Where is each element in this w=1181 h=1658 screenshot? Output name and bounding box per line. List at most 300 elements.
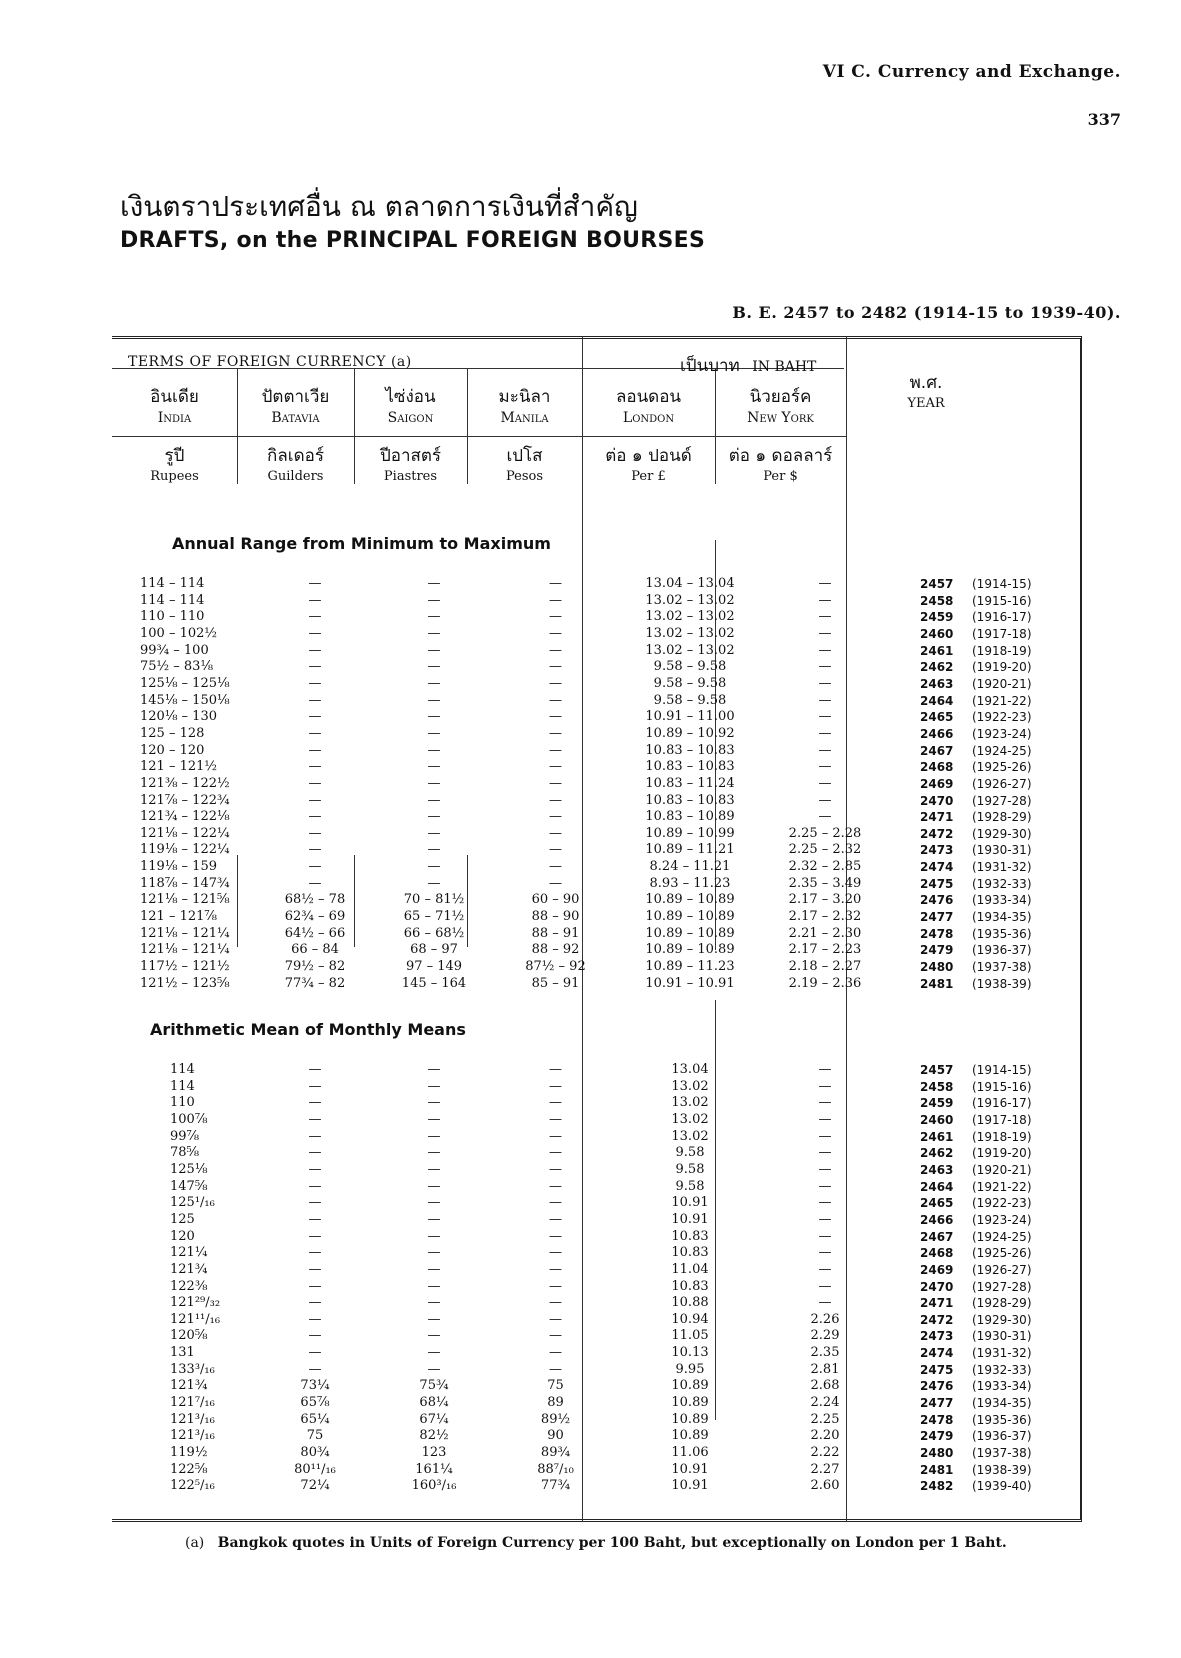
london-value: 10.89 – 11.23: [645, 959, 735, 974]
table-row: [0, 959, 1181, 975]
year-ce: (1937-38): [972, 960, 1032, 974]
manila-value: 89½: [540, 1411, 571, 1427]
year-ce: (1937-38): [972, 1446, 1032, 1460]
saigon-value: —: [427, 675, 441, 691]
year-be: 2481: [920, 976, 954, 991]
newyork-value: —: [818, 1095, 832, 1111]
year-header-thai: พ.ศ.: [909, 373, 943, 393]
saigon-value: —: [427, 1095, 441, 1111]
batavia-value: 68½ – 78: [284, 892, 346, 908]
india-value: 121½ – 123⅝: [140, 975, 230, 991]
table-row: [0, 1445, 1181, 1461]
london-value: 9.58 – 9.58: [653, 692, 727, 708]
saigon-value: —: [427, 1128, 441, 1144]
india-value: 121¾: [170, 1261, 208, 1277]
year-ce: (1925-26): [972, 1246, 1032, 1261]
table-row: [0, 593, 1181, 609]
year-be: 2473: [920, 843, 954, 858]
india-value: 114: [170, 1062, 195, 1077]
manila-value: 75: [547, 1378, 564, 1394]
year-ce: (1922-23): [972, 710, 1032, 725]
batavia-value: 77¾ – 82: [284, 975, 346, 991]
batavia-value: 64½ – 66: [284, 925, 346, 941]
year-be: 2463: [920, 1162, 954, 1177]
table-row: [0, 926, 1181, 942]
col-manila-header: มะนิลา Manila: [498, 387, 551, 426]
london-value: 10.83 – 11.24: [645, 775, 735, 791]
manila-value: —: [549, 775, 562, 791]
london-value: 13.02 – 13.02: [645, 626, 735, 641]
batavia-value: 65⅞: [300, 1395, 330, 1410]
year-ce: (1925-26): [972, 760, 1032, 775]
year-be: 2473: [920, 1329, 954, 1344]
india-value: 121²⁹/₃₂: [170, 1295, 221, 1311]
section-header: VI C. Currency and Exchange.: [822, 62, 1121, 82]
newyork-value: 2.21 – 2.30: [788, 925, 862, 941]
manila-value: —: [549, 675, 562, 691]
batavia-value: —: [308, 659, 322, 675]
saigon-value: 160³/₁₆: [411, 1478, 457, 1494]
year-ce: (1929-30): [972, 826, 1032, 841]
year-be: 2470: [920, 1279, 954, 1294]
year-ce: (1917-18): [972, 1113, 1032, 1127]
footnote-text: Bangkok quotes in Units of Foreign Currency per 100 Baht, but exceptionally on London per 1 Baht.: [217, 1535, 1007, 1551]
year-be: 2465: [920, 710, 954, 725]
year-be: 2471: [920, 1296, 954, 1311]
table-row: [0, 826, 1181, 842]
saigon-value: —: [427, 1261, 441, 1277]
saigon-value: —: [427, 1178, 441, 1194]
newyork-value: 2.25 – 2.28: [788, 825, 862, 841]
footnote-mark: (a): [185, 1535, 205, 1551]
year-ce: (1926-27): [972, 1262, 1032, 1277]
table-row: [0, 1478, 1181, 1494]
year-be: 2465: [920, 1196, 954, 1211]
india-value: 118⅞ – 147¾: [140, 875, 230, 891]
year-ce: (1935-36): [972, 1412, 1032, 1427]
year-ce: (1930-31): [972, 1329, 1032, 1344]
year-ce: (1932-33): [972, 876, 1032, 891]
manila-value: —: [549, 1295, 562, 1311]
table-row: [0, 1378, 1181, 1394]
table-row: [0, 1179, 1181, 1195]
batavia-value: —: [308, 1145, 322, 1161]
manila-value: 88 – 90: [531, 909, 580, 924]
unit-london: ต่อ ๑ ปอนด์ Per £: [605, 446, 692, 484]
london-value: 10.83: [671, 1245, 709, 1261]
saigon-value: —: [427, 626, 441, 641]
india-value: 125 – 128: [140, 725, 205, 741]
table-row: [0, 842, 1181, 858]
year-ce: (1923-24): [972, 726, 1032, 741]
col-batavia-header: ปัตตาเวีย Batavia: [261, 387, 330, 426]
batavia-value: —: [308, 1345, 322, 1360]
batavia-value: 65¼: [300, 1411, 330, 1427]
saigon-value: —: [427, 709, 441, 725]
saigon-value: —: [427, 825, 441, 841]
manila-value: —: [549, 1228, 562, 1244]
london-value: 9.58: [675, 1161, 705, 1177]
london-value: 11.06: [671, 1445, 709, 1460]
batavia-value: —: [308, 1295, 322, 1311]
india-value: 120 – 120: [140, 742, 205, 758]
saigon-value: —: [427, 775, 441, 791]
table-row: [0, 1095, 1181, 1111]
saigon-value: 82½: [419, 1428, 449, 1444]
london-value: 10.89 – 10.99: [645, 825, 735, 841]
year-ce: (1915-16): [972, 1079, 1032, 1094]
saigon-value: —: [427, 1361, 441, 1377]
manila-value: —: [549, 1361, 562, 1377]
london-value: 10.13: [671, 1345, 709, 1360]
london-value: 10.83: [671, 1278, 709, 1294]
india-value: 125: [170, 1211, 195, 1227]
manila-value: —: [549, 1095, 562, 1111]
unit-batavia: กิลเดอร์ Guilders: [267, 446, 324, 484]
india-value: 100 – 102½: [140, 626, 217, 641]
newyork-value: —: [818, 1278, 832, 1294]
table-row: [0, 1145, 1181, 1161]
india-value: 121 – 121⅞: [140, 909, 217, 924]
saigon-value: —: [427, 576, 441, 591]
saigon-value: 66 – 68½: [403, 925, 465, 941]
saigon-value: —: [427, 1062, 441, 1077]
page-number: 337: [1087, 110, 1121, 129]
manila-value: —: [549, 842, 562, 858]
table-row: [0, 626, 1181, 642]
london-value: 8.93 – 11.23: [649, 875, 731, 891]
year-ce: (1929-30): [972, 1312, 1032, 1327]
newyork-value: —: [818, 626, 832, 641]
batavia-value: 79½ – 82: [284, 959, 346, 974]
year-be: 2464: [920, 693, 954, 708]
india-value: 121⅜ – 122½: [140, 775, 230, 791]
table-row: [0, 1328, 1181, 1344]
saigon-value: 161¼: [415, 1461, 453, 1477]
london-value: 13.04: [671, 1062, 709, 1077]
saigon-value: —: [427, 1245, 441, 1261]
manila-value: —: [549, 759, 562, 775]
year-ce: (1920-21): [972, 1162, 1032, 1177]
saigon-value: —: [427, 1078, 441, 1094]
saigon-value: —: [427, 1295, 441, 1311]
table-row: [0, 1428, 1181, 1444]
batavia-value: —: [308, 642, 322, 658]
newyork-value: 2.35 – 3.49: [788, 875, 862, 891]
india-value: 145⅛ – 150⅛: [140, 692, 230, 708]
year-be: 2479: [920, 1429, 954, 1444]
year-be: 2460: [920, 1113, 954, 1127]
year-be: 2482: [920, 1479, 954, 1494]
table-row: [0, 743, 1181, 759]
london-value: 10.83: [671, 1228, 709, 1244]
year-be: 2481: [920, 1462, 954, 1477]
year-ce: (1938-39): [972, 1462, 1032, 1477]
saigon-value: —: [427, 1228, 441, 1244]
india-value: 119⅛ – 159: [140, 859, 217, 874]
table-row: [0, 1362, 1181, 1378]
batavia-value: —: [308, 842, 322, 858]
india-value: 121³/₁₆: [170, 1411, 215, 1427]
table-row: [0, 726, 1181, 742]
year-ce: (1936-37): [972, 943, 1032, 958]
london-value: 9.58: [675, 1178, 705, 1194]
year-ce: (1934-35): [972, 1396, 1032, 1410]
batavia-value: —: [308, 1095, 322, 1111]
india-value: 133³/₁₆: [170, 1361, 215, 1377]
london-value: 11.04: [671, 1261, 709, 1277]
table-row: [0, 776, 1181, 792]
year-be: 2458: [920, 1079, 954, 1094]
year-be: 2466: [920, 1212, 954, 1227]
saigon-value: —: [427, 1311, 441, 1327]
saigon-value: —: [427, 609, 441, 625]
batavia-value: —: [308, 875, 322, 891]
saigon-value: —: [427, 1112, 441, 1127]
manila-value: 89: [547, 1395, 564, 1410]
saigon-value: —: [427, 875, 441, 891]
footnote: [185, 1535, 1007, 1551]
year-ce: (1919-20): [972, 660, 1032, 675]
table-row: [0, 1295, 1181, 1311]
newyork-value: —: [818, 709, 832, 725]
year-be: 2474: [920, 1346, 954, 1360]
manila-value: 88 – 92: [531, 942, 580, 958]
year-ce: (1914-15): [972, 1063, 1032, 1077]
newyork-value: 2.25 – 2.32: [788, 842, 862, 858]
india-value: 120⅝: [170, 1328, 208, 1344]
manila-value: —: [549, 1161, 562, 1177]
year-ce: (1931-32): [972, 860, 1032, 874]
table-row: [0, 809, 1181, 825]
year-ce: (1919-20): [972, 1146, 1032, 1161]
year-be: 2476: [920, 1379, 954, 1394]
year-be: 2468: [920, 1246, 954, 1261]
india-value: 114: [170, 1078, 195, 1094]
year-be: 2459: [920, 1096, 954, 1111]
newyork-value: 2.68: [810, 1378, 840, 1394]
year-ce: (1922-23): [972, 1196, 1032, 1211]
year-ce: (1916-17): [972, 1096, 1032, 1111]
year-be: 2474: [920, 860, 954, 874]
saigon-value: —: [427, 809, 441, 825]
london-value: 10.91 – 11.00: [645, 709, 735, 725]
in-baht-header: [680, 352, 816, 379]
newyork-value: —: [818, 809, 832, 825]
year-ce: (1926-27): [972, 776, 1032, 791]
india-value: 125⅛ – 125⅛: [140, 675, 230, 691]
newyork-value: —: [818, 742, 832, 758]
title-english: DRAFTS, on the PRINCIPAL FOREIGN BOURSES: [120, 228, 706, 253]
india-value: 125¹/₁₆: [170, 1195, 215, 1211]
india-value: 121¾: [170, 1378, 208, 1394]
manila-value: —: [549, 1261, 562, 1277]
newyork-value: —: [818, 675, 832, 691]
london-value: 10.89 – 10.89: [645, 909, 735, 924]
year-be: 2471: [920, 810, 954, 825]
year-ce: (1932-33): [972, 1362, 1032, 1377]
saigon-value: —: [427, 592, 441, 608]
year-ce: (1923-24): [972, 1212, 1032, 1227]
newyork-value: —: [818, 759, 832, 775]
newyork-value: —: [818, 1228, 832, 1244]
newyork-value: 2.19 – 2.36: [788, 975, 862, 991]
manila-value: —: [549, 1311, 562, 1327]
india-value: 120: [170, 1228, 195, 1244]
batavia-value: 80¹¹/₁₆: [294, 1461, 336, 1477]
manila-value: —: [549, 1328, 562, 1344]
year-ce: (1924-25): [972, 1229, 1032, 1244]
saigon-value: —: [427, 692, 441, 708]
newyork-value: 2.26: [810, 1311, 840, 1327]
newyork-value: —: [818, 1128, 832, 1144]
table-row: [0, 709, 1181, 725]
batavia-value: 72¼: [300, 1478, 330, 1494]
batavia-value: —: [308, 692, 322, 708]
batavia-value: —: [308, 609, 322, 625]
manila-value: —: [549, 1211, 562, 1227]
batavia-value: —: [308, 1112, 322, 1127]
manila-value: —: [549, 1112, 562, 1127]
newyork-value: 2.22: [810, 1445, 840, 1460]
year-ce: (1918-19): [972, 1129, 1032, 1144]
table-row: [0, 1079, 1181, 1095]
unit-india: รูปี Rupees: [150, 446, 199, 484]
india-value: 121³/₁₆: [170, 1428, 215, 1444]
saigon-value: 65 – 71½: [403, 909, 465, 924]
newyork-value: —: [818, 592, 832, 608]
table-row: [0, 576, 1181, 592]
year-ce: (1914-15): [972, 577, 1032, 591]
year-ce: (1920-21): [972, 676, 1032, 691]
year-ce: (1927-28): [972, 1279, 1032, 1294]
london-value: 10.91: [671, 1478, 709, 1494]
year-be: 2463: [920, 676, 954, 691]
london-value: 13.02 – 13.02: [645, 609, 735, 625]
year-be: 2477: [920, 1396, 954, 1410]
newyork-value: —: [818, 576, 832, 591]
manila-value: —: [549, 626, 562, 641]
table-row: [0, 1245, 1181, 1261]
saigon-value: —: [427, 659, 441, 675]
table-row: [0, 759, 1181, 775]
manila-value: 85 – 91: [531, 975, 580, 991]
london-value: 9.58 – 9.58: [653, 659, 727, 675]
year-be: 2472: [920, 826, 954, 841]
saigon-value: —: [427, 725, 441, 741]
batavia-value: —: [308, 1245, 322, 1261]
table-row: [0, 1229, 1181, 1245]
unit-newyork: ต่อ ๑ ดอลลาร์ Per $: [728, 446, 833, 484]
london-value: 10.91: [671, 1211, 709, 1227]
newyork-value: —: [818, 1078, 832, 1094]
year-be: 2460: [920, 627, 954, 641]
london-value: 11.05: [671, 1328, 709, 1344]
newyork-value: 2.17 – 3.20: [788, 892, 862, 908]
year-be: 2477: [920, 910, 954, 924]
table-row: [0, 1062, 1181, 1078]
table-row: [0, 876, 1181, 892]
terms-header: TERMS OF FOREIGN CURRENCY (a): [128, 354, 412, 370]
year-be: 2472: [920, 1312, 954, 1327]
newyork-value: 2.81: [810, 1361, 840, 1377]
year-be: 2480: [920, 1446, 954, 1460]
year-be: 2478: [920, 1412, 954, 1427]
saigon-value: —: [427, 842, 441, 858]
year-be: 2469: [920, 776, 954, 791]
manila-value: —: [549, 592, 562, 608]
saigon-value: 67¼: [419, 1411, 449, 1427]
year-be: 2469: [920, 1262, 954, 1277]
india-value: 78⅝: [170, 1145, 200, 1161]
table-row: [0, 1395, 1181, 1411]
newyork-value: —: [818, 642, 832, 658]
manila-value: —: [549, 792, 562, 808]
newyork-value: —: [818, 659, 832, 675]
london-value: 13.02: [671, 1078, 709, 1094]
saigon-value: —: [427, 759, 441, 775]
saigon-value: —: [427, 859, 441, 874]
col-london-header: ลอนดอน London: [615, 387, 682, 426]
year-be: 2467: [920, 743, 954, 758]
newyork-value: 2.17 – 2.32: [788, 909, 862, 924]
manila-value: —: [549, 1178, 562, 1194]
batavia-value: —: [308, 1195, 322, 1211]
manila-value: —: [549, 642, 562, 658]
year-ce: (1935-36): [972, 926, 1032, 941]
year-ce: (1918-19): [972, 643, 1032, 658]
india-value: 114 – 114: [140, 592, 205, 608]
year-ce: (1927-28): [972, 793, 1032, 808]
table-row: [0, 942, 1181, 958]
london-value: 10.89: [671, 1378, 709, 1394]
table-row: [0, 1162, 1181, 1178]
newyork-value: —: [818, 1245, 832, 1261]
newyork-value: —: [818, 1211, 832, 1227]
batavia-value: —: [308, 1228, 322, 1244]
batavia-value: —: [308, 592, 322, 608]
india-value: 122⅝: [170, 1461, 208, 1477]
batavia-value: —: [308, 709, 322, 725]
year-ce: (1917-18): [972, 627, 1032, 641]
london-value: 10.91: [671, 1195, 709, 1211]
table-row: [0, 1195, 1181, 1211]
manila-value: —: [549, 859, 562, 874]
saigon-value: —: [427, 1211, 441, 1227]
london-value: 10.89 – 10.89: [645, 892, 735, 908]
london-value: 10.83 – 10.83: [645, 792, 735, 808]
manila-value: 88⁷/₁₀: [537, 1461, 574, 1477]
india-value: 122⅜: [170, 1278, 208, 1294]
table-row: [0, 976, 1181, 992]
batavia-value: 75: [306, 1428, 324, 1444]
manila-value: —: [549, 809, 562, 825]
london-value: 10.83 – 10.89: [645, 809, 735, 825]
newyork-value: —: [818, 1261, 832, 1277]
col-india-header: อินเดีย India: [150, 387, 199, 426]
saigon-value: 68 – 97: [410, 942, 458, 958]
table-row: [0, 693, 1181, 709]
table-row: [0, 1462, 1181, 1478]
india-value: 75½ – 83⅛: [140, 659, 214, 675]
batavia-value: —: [308, 792, 322, 808]
batavia-value: —: [308, 1178, 322, 1194]
newyork-value: 2.32 – 2.85: [788, 859, 862, 874]
section-title-mean: Arithmetic Mean of Monthly Means: [150, 1020, 466, 1039]
col-newyork-header: นิวยอร์ค New York: [747, 387, 814, 426]
table-row: [0, 1279, 1181, 1295]
year-ce: (1930-31): [972, 843, 1032, 858]
